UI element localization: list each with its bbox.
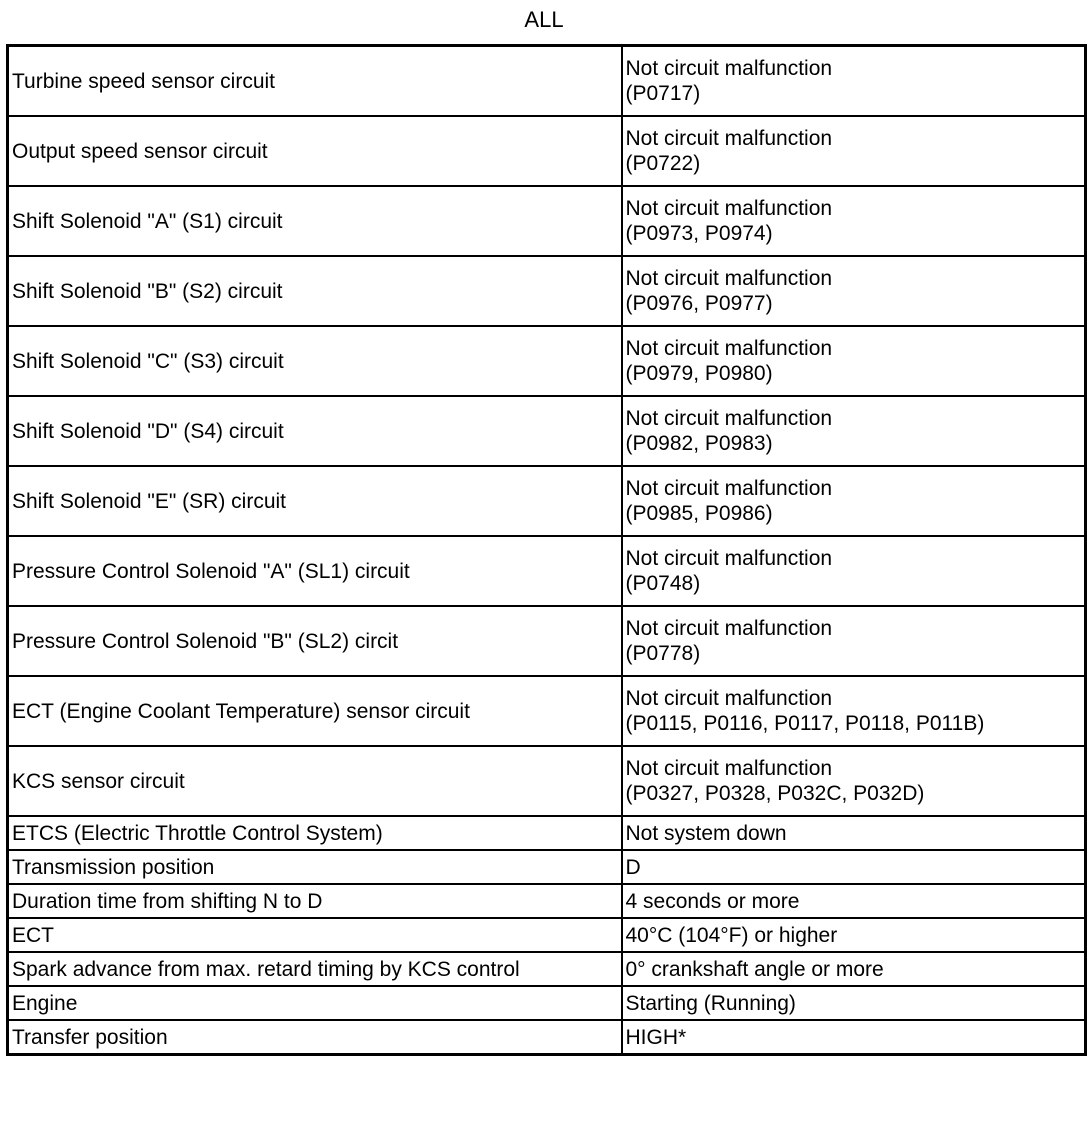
item-cell: KCS sensor circuit <box>8 746 622 816</box>
condition-text: Not circuit malfunction <box>625 547 833 570</box>
table-row <box>8 606 1086 676</box>
condition-text: Not circuit malfunction <box>625 757 833 780</box>
table-row <box>8 746 1086 816</box>
condition-text: Not circuit malfunction <box>625 407 833 430</box>
item-cell: Pressure Control Solenoid "A" (SL1) circuit <box>8 536 622 606</box>
dtc-codes: (P0327, P0328, P032C, P032D) <box>625 782 925 805</box>
dtc-codes: (P0717) <box>625 82 701 105</box>
table-row <box>8 466 1086 536</box>
item-cell: Shift Solenoid "D" (S4) circuit <box>8 396 622 466</box>
condition-cell <box>622 466 1086 536</box>
table-row <box>8 850 1086 884</box>
table-row <box>8 186 1086 256</box>
condition-text: Not circuit malfunction <box>625 477 833 500</box>
condition-cell: HIGH* <box>622 1020 1086 1055</box>
condition-cell: 40°C (104°F) or higher <box>622 918 1086 952</box>
condition-cell: D <box>622 850 1086 884</box>
dtc-codes: (P0973, P0974) <box>625 222 773 245</box>
item-cell: Turbine speed sensor circuit <box>8 46 622 117</box>
table-row <box>8 1020 1086 1055</box>
table-row <box>8 816 1086 850</box>
condition-text: Not circuit malfunction <box>625 57 833 80</box>
item-cell: Output speed sensor circuit <box>8 116 622 186</box>
condition-text: Not circuit malfunction <box>625 687 833 710</box>
condition-cell <box>622 326 1086 396</box>
condition-text: Not circuit malfunction <box>625 617 833 640</box>
condition-cell <box>622 746 1086 816</box>
item-cell: Shift Solenoid "E" (SR) circuit <box>8 466 622 536</box>
table-row <box>8 952 1086 986</box>
dtc-codes: (P0722) <box>625 152 701 175</box>
dtc-codes: (P0982, P0983) <box>625 432 773 455</box>
condition-text: Not circuit malfunction <box>625 127 833 150</box>
table-row <box>8 396 1086 466</box>
condition-cell: 4 seconds or more <box>622 884 1086 918</box>
item-cell: Duration time from shifting N to D <box>8 884 622 918</box>
item-cell: ECT <box>8 918 622 952</box>
condition-cell <box>622 676 1086 746</box>
condition-text: Not circuit malfunction <box>625 267 833 290</box>
conditions-table <box>6 44 1087 1056</box>
item-cell: ETCS (Electric Throttle Control System) <box>8 816 622 850</box>
dtc-codes: (P0979, P0980) <box>625 362 773 385</box>
table-row <box>8 676 1086 746</box>
dtc-codes: (P0976, P0977) <box>625 292 773 315</box>
table-row <box>8 116 1086 186</box>
item-cell: Spark advance from max. retard timing by KCS control <box>8 952 622 986</box>
condition-cell <box>622 116 1086 186</box>
item-cell: Transfer position <box>8 1020 622 1055</box>
item-cell: Shift Solenoid "C" (S3) circuit <box>8 326 622 396</box>
condition-cell <box>622 256 1086 326</box>
condition-cell <box>622 606 1086 676</box>
item-cell: ECT (Engine Coolant Temperature) sensor circuit <box>8 676 622 746</box>
dtc-codes: (P0778) <box>625 642 701 665</box>
table-row <box>8 536 1086 606</box>
condition-cell <box>622 46 1086 117</box>
dtc-codes: (P0115, P0116, P0117, P0118, P011B) <box>625 712 985 735</box>
table-row <box>8 884 1086 918</box>
conditions-table-body <box>8 46 1086 1055</box>
dtc-codes: (P0748) <box>625 572 701 595</box>
condition-cell: Starting (Running) <box>622 986 1086 1020</box>
condition-cell: Not system down <box>622 816 1086 850</box>
table-row <box>8 326 1086 396</box>
condition-cell <box>622 396 1086 466</box>
table-row <box>8 256 1086 326</box>
condition-cell: 0° crankshaft angle or more <box>622 952 1086 986</box>
item-cell: Shift Solenoid "B" (S2) circuit <box>8 256 622 326</box>
item-cell: Engine <box>8 986 622 1020</box>
table-row <box>8 46 1086 117</box>
item-cell: Shift Solenoid "A" (S1) circuit <box>8 186 622 256</box>
condition-text: Not circuit malfunction <box>625 337 833 360</box>
condition-cell <box>622 186 1086 256</box>
item-cell: Pressure Control Solenoid "B" (SL2) circit <box>8 606 622 676</box>
table-heading: ALL <box>524 7 564 32</box>
dtc-codes: (P0985, P0986) <box>625 502 773 525</box>
condition-text: Not circuit malfunction <box>625 197 833 220</box>
table-row <box>8 918 1086 952</box>
condition-cell <box>622 536 1086 606</box>
table-row <box>8 986 1086 1020</box>
item-cell: Transmission position <box>8 850 622 884</box>
